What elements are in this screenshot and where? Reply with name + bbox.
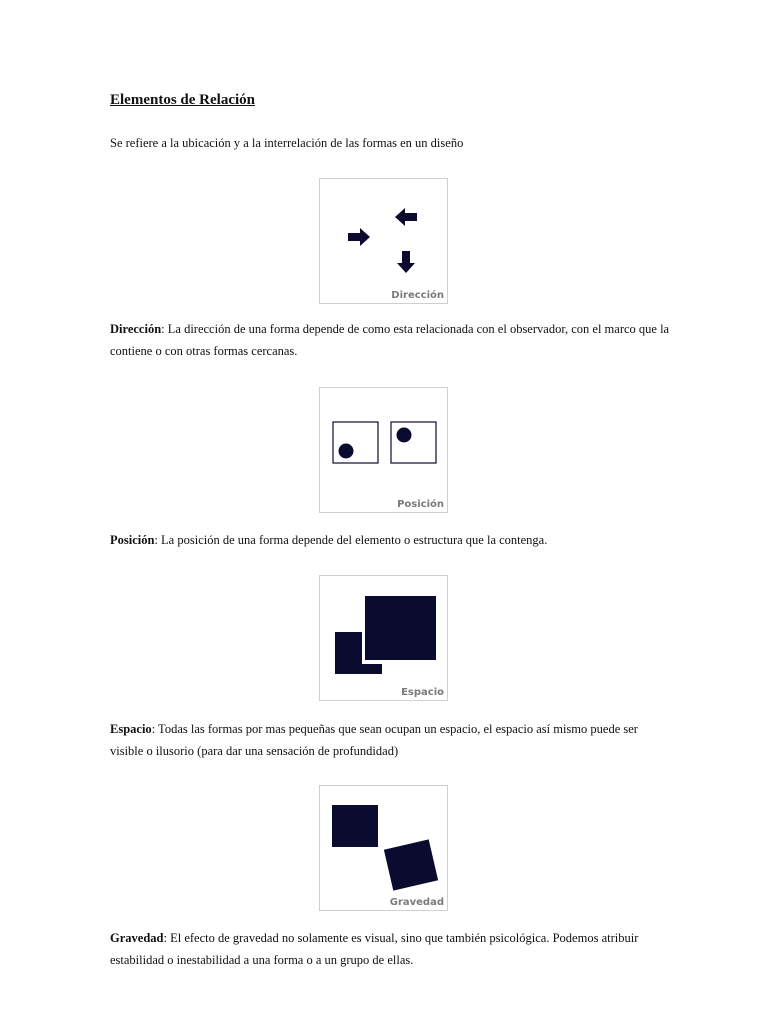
space-illustration [320, 576, 447, 700]
position-figure [319, 387, 448, 513]
term-gravedad: Gravedad [110, 931, 164, 945]
arrow-down-icon [397, 251, 415, 273]
section-gravedad [110, 927, 670, 971]
figure-label-gravedad: Gravedad [389, 897, 444, 908]
arrow-left-icon [395, 208, 417, 226]
section-posicion [110, 529, 670, 551]
gravity-illustration [320, 786, 447, 910]
upright-square [332, 805, 378, 847]
right-dot [397, 428, 412, 443]
figure-label-direccion: Dirección [391, 290, 444, 301]
description-posicion: : La posición de una forma depende del elemento o estructura que la contenga. [154, 533, 548, 547]
gravity-figure [319, 785, 448, 911]
arrow-right-icon [348, 228, 370, 246]
section-espacio [110, 718, 670, 762]
direction-figure [319, 178, 448, 304]
right-frame [391, 422, 436, 463]
page-title: Elementos de Relación [110, 92, 255, 108]
figure-label-posicion: Posición [397, 499, 444, 510]
left-dot [339, 444, 354, 459]
description-espacio: : Todas las formas por mas pequeñas que sean ocupan un espacio, el espacio así mismo puede ser visible o ilusorio (para dar una sensación de profundidad) [110, 722, 638, 758]
term-direccion: Dirección [110, 322, 162, 336]
intro-paragraph: Se refiere a la ubicación y a la interrelación de las formas en un diseño [110, 136, 464, 150]
position-illustration [320, 388, 447, 512]
term-espacio: Espacio [110, 722, 152, 736]
section-direccion [110, 318, 670, 362]
large-front-square [365, 596, 436, 660]
term-posicion: Posición [110, 533, 155, 547]
tilted-square [384, 839, 438, 890]
figure-label-espacio: Espacio [401, 687, 444, 698]
space-figure [319, 575, 448, 701]
left-frame [333, 422, 378, 463]
description-gravedad: : El efecto de gravedad no solamente es visual, sino que también psicológica. Podemos atribuir estabilidad o inestabilidad a una forma o a un grupo de ellas. [110, 931, 639, 967]
direction-arrows-illustration [320, 179, 447, 303]
description-direccion: : La dirección de una forma depende de como esta relacionada con el observador, con el marco que la contiene o con otras formas cercanas. [110, 322, 670, 358]
